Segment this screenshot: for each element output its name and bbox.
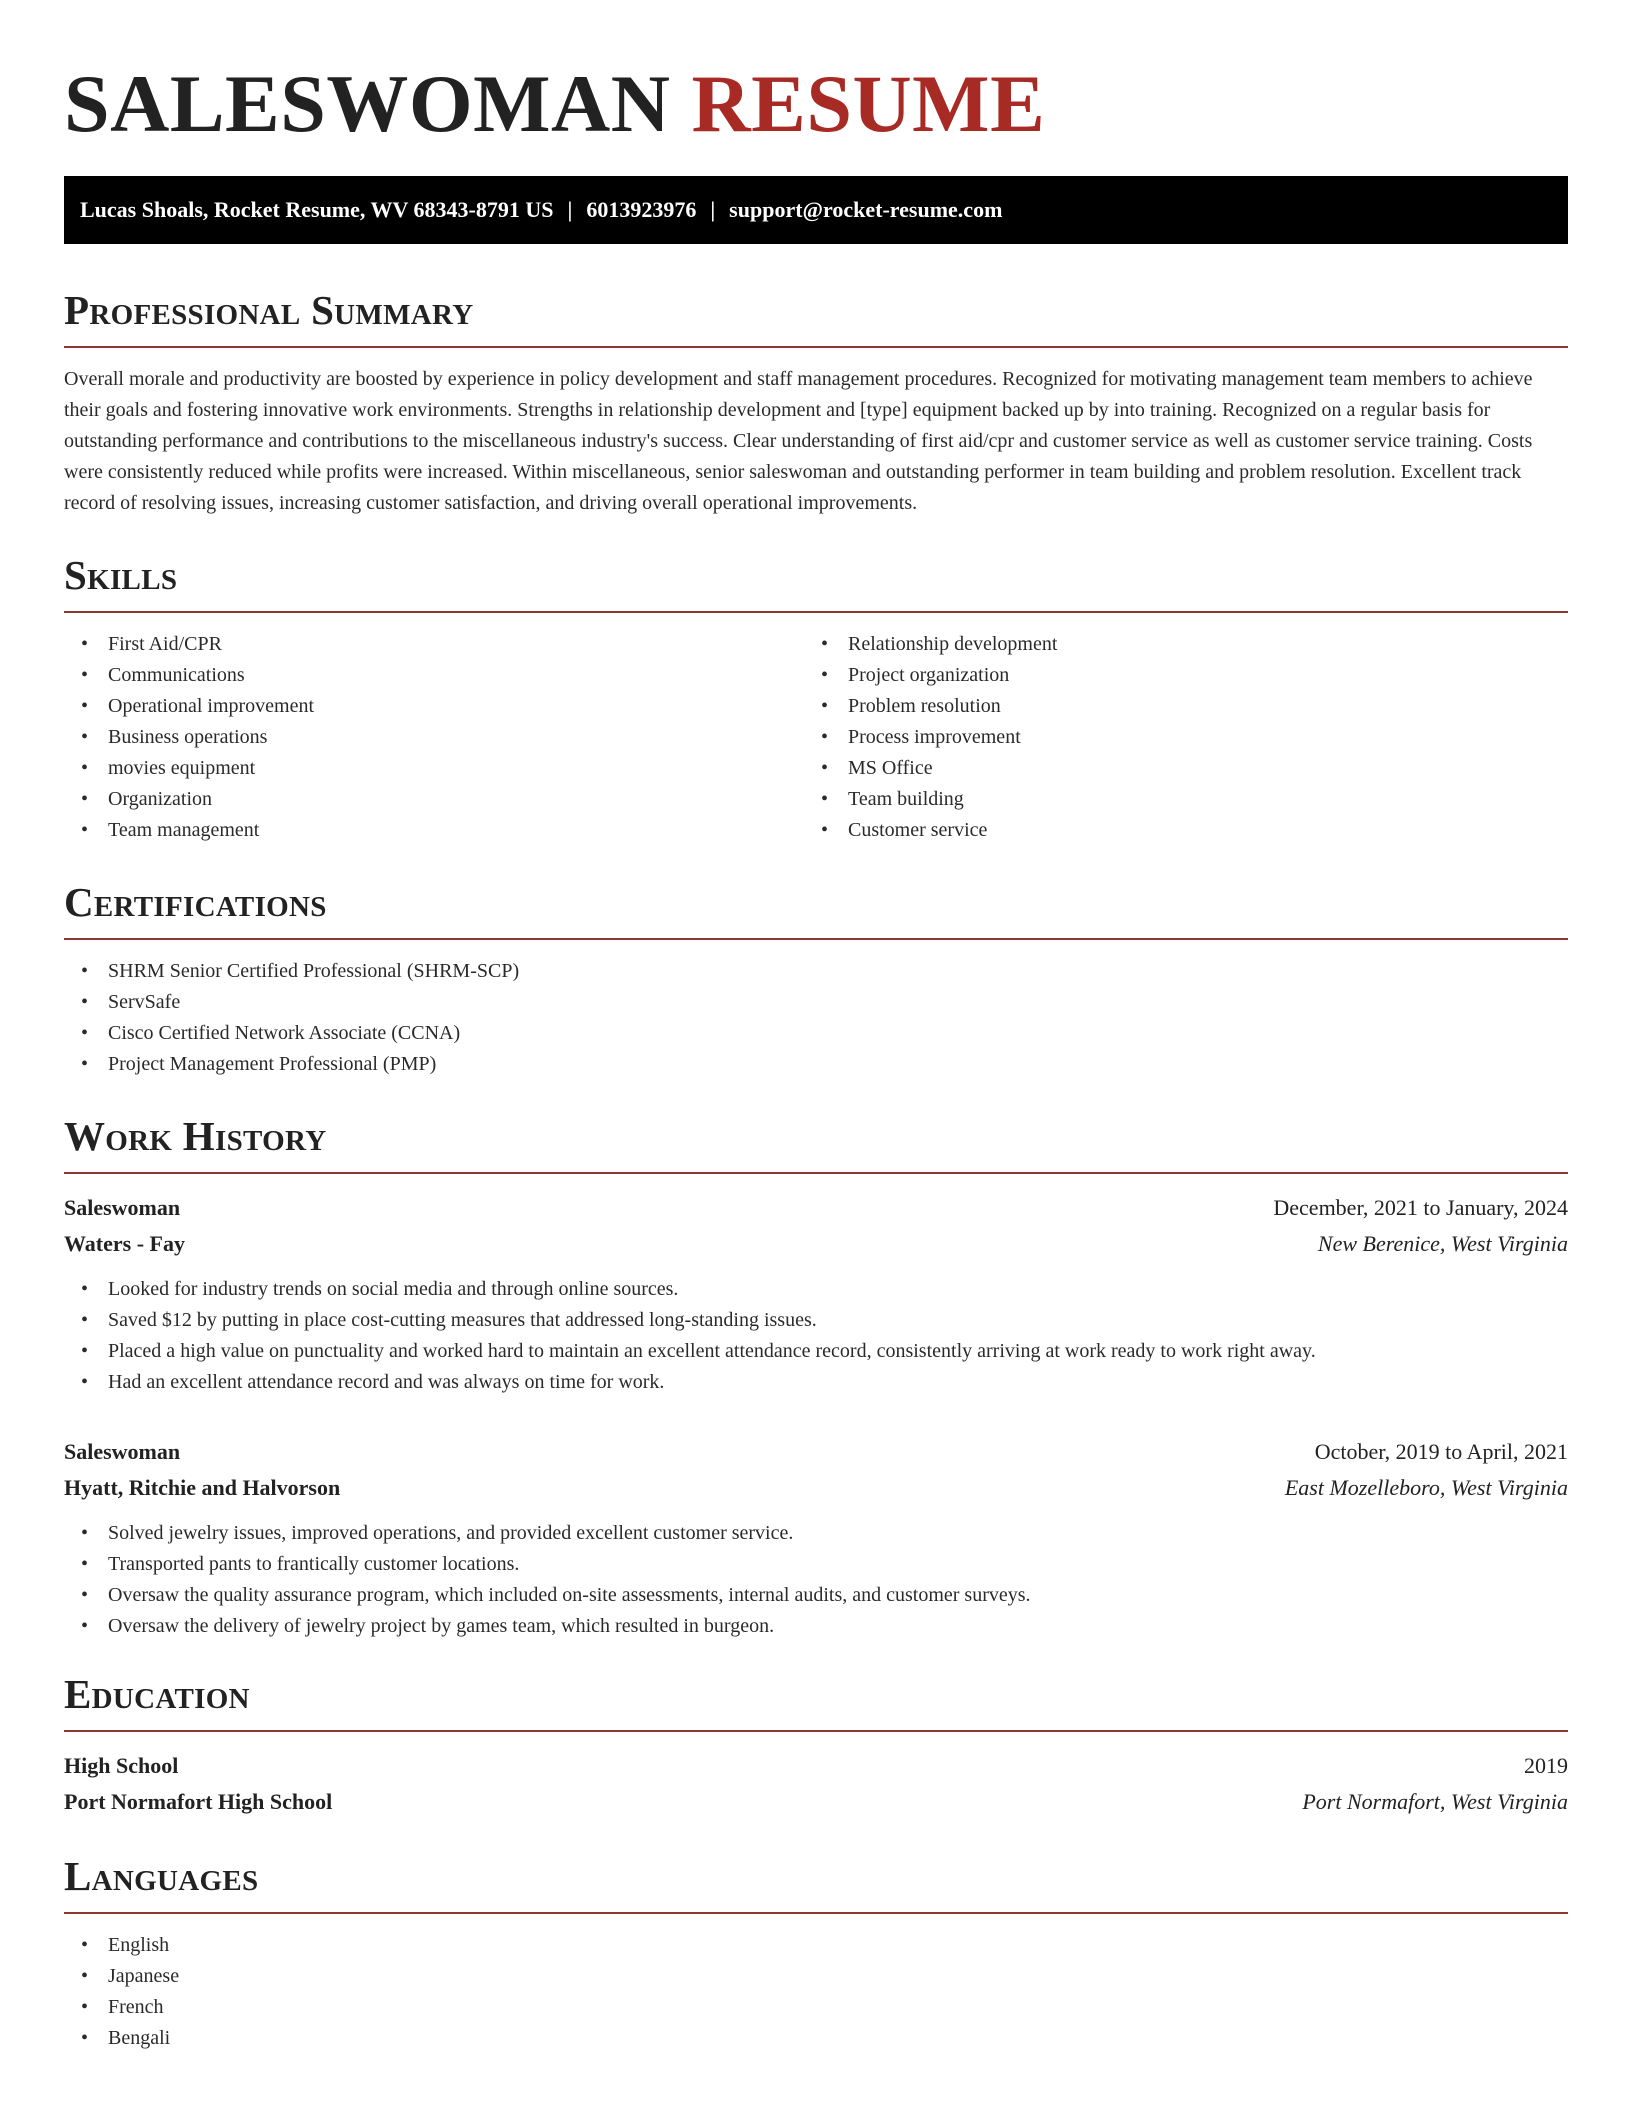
language-item: • English [64,1930,1568,1961]
contact-separator: | [710,197,716,222]
title-part-role: SALESWOMAN [64,58,671,149]
education-year: 2019 [1524,1753,1568,1778]
job-title: Saleswoman [64,1195,181,1220]
job-bullet: • Saved $12 by putting in place cost-cutting measures that addressed long-standing issues. [64,1305,1568,1336]
job-company: Hyatt, Ritchie and Halvorson [64,1475,341,1500]
resume-title [64,56,1568,152]
certification-item: • Project Management Professional (PMP) [64,1049,1568,1080]
certification-item: • Cisco Certified Network Associate (CCNA) [64,1018,1568,1049]
skill-item: • Customer service [804,815,1544,846]
job-title-row [64,1434,1568,1470]
job-title-row [64,1190,1568,1226]
skill-item: • Relationship development [804,629,1544,660]
skills-columns [64,613,1568,846]
contact-address: Lucas Shoals, Rocket Resume, WV 68343-8791 US [80,197,554,222]
contact-email: support@rocket-resume.com [729,197,1003,222]
skill-item: • Problem resolution [804,691,1544,722]
job-company-row [64,1470,1568,1506]
skill-item: • First Aid/CPR [64,629,804,660]
job-company: Waters - Fay [64,1231,185,1256]
language-item: • Bengali [64,2023,1568,2054]
contact-bar [64,176,1568,244]
job-bullet: • Had an excellent attendance record and was always on time for work. [64,1367,1568,1398]
skills-list-right [804,629,1544,846]
job-bullet: • Transported pants to frantically customer locations. [64,1549,1568,1580]
education-degree-row [64,1748,1568,1784]
contact-phone: 6013923976 [586,197,697,222]
skills-heading: Skills [64,553,1568,613]
job-bullet: • Solved jewelry issues, improved operations, and provided excellent customer service. [64,1518,1568,1549]
job-location: East Mozelleboro, West Virginia [1284,1475,1568,1500]
education-degree: High School [64,1753,179,1778]
skill-item: • Team building [804,784,1544,815]
skill-item: • Team management [64,815,804,846]
job-bullet: • Looked for industry trends on social media and through online sources. [64,1274,1568,1305]
summary-heading: Professional Summary [64,288,1568,348]
job-bullet: • Placed a high value on punctuality and worked hard to maintain an excellent attendance record, consistently arriving at work ready to work right away. [64,1336,1568,1367]
contact-separator: | [567,197,573,222]
summary-section [64,288,1568,519]
job-bullets [64,1518,1568,1642]
job-bullets [64,1274,1568,1398]
resume-page [64,0,1568,2054]
job-dates: December, 2021 to January, 2024 [1273,1195,1568,1220]
job-location: New Berenice, West Virginia [1317,1231,1568,1256]
education-section [64,1672,1568,1820]
certification-item: • ServSafe [64,987,1568,1018]
skills-section [64,553,1568,846]
job-bullet: • Oversaw the quality assurance program, which included on-site assessments, internal audits, and customer surveys. [64,1580,1568,1611]
education-school-row [64,1784,1568,1820]
language-item: • French [64,1992,1568,2023]
job-entry [64,1190,1568,1398]
skill-item: • MS Office [804,753,1544,784]
certifications-list [64,956,1568,1080]
title-part-resume: RESUME [691,58,1046,149]
job-dates: October, 2019 to April, 2021 [1314,1439,1568,1464]
skill-item: • Communications [64,660,804,691]
skill-item: • Business operations [64,722,804,753]
summary-text: Overall morale and productivity are boosted by experience in policy development and staff management procedures. Recognized for motivating management team members to achieve their goals and fostering innovative work environments. Strengths in relationship development and [type] equipment backed up by into training. Recognized on a regular basis for outstanding performance and contributions to the miscellaneous industry's success. Clear understanding of first aid/cpr and customer service as well as customer service training. Costs were consistently reduced while profits were increased. Within miscellaneous, senior saleswoman and outstanding performer in team building and problem resolution. Excellent track record of resolving issues, increasing customer satisfaction, and driving overall operational improvements. [64,368,1533,514]
education-location: Port Normafort, West Virginia [1302,1789,1568,1814]
skill-item: • Process improvement [804,722,1544,753]
education-heading: Education [64,1672,1568,1732]
work-history-heading: Work History [64,1114,1568,1174]
job-title: Saleswoman [64,1439,181,1464]
languages-section [64,1854,1568,2054]
certifications-section [64,880,1568,1080]
languages-list [64,1930,1568,2054]
education-entry [64,1748,1568,1820]
education-school: Port Normafort High School [64,1789,333,1814]
skill-item: • Operational improvement [64,691,804,722]
skill-item: • Project organization [804,660,1544,691]
languages-heading: Languages [64,1854,1568,1914]
certification-item: • SHRM Senior Certified Professional (SHRM-SCP) [64,956,1568,987]
skills-list-left [64,629,804,846]
skill-item: • movies equipment [64,753,804,784]
work-history-section [64,1114,1568,1642]
job-bullet: • Oversaw the delivery of jewelry project by games team, which resulted in burgeon. [64,1611,1568,1642]
job-company-row [64,1226,1568,1262]
certifications-heading: Certifications [64,880,1568,940]
language-item: • Japanese [64,1961,1568,1992]
job-entry [64,1434,1568,1642]
skill-item: • Organization [64,784,804,815]
